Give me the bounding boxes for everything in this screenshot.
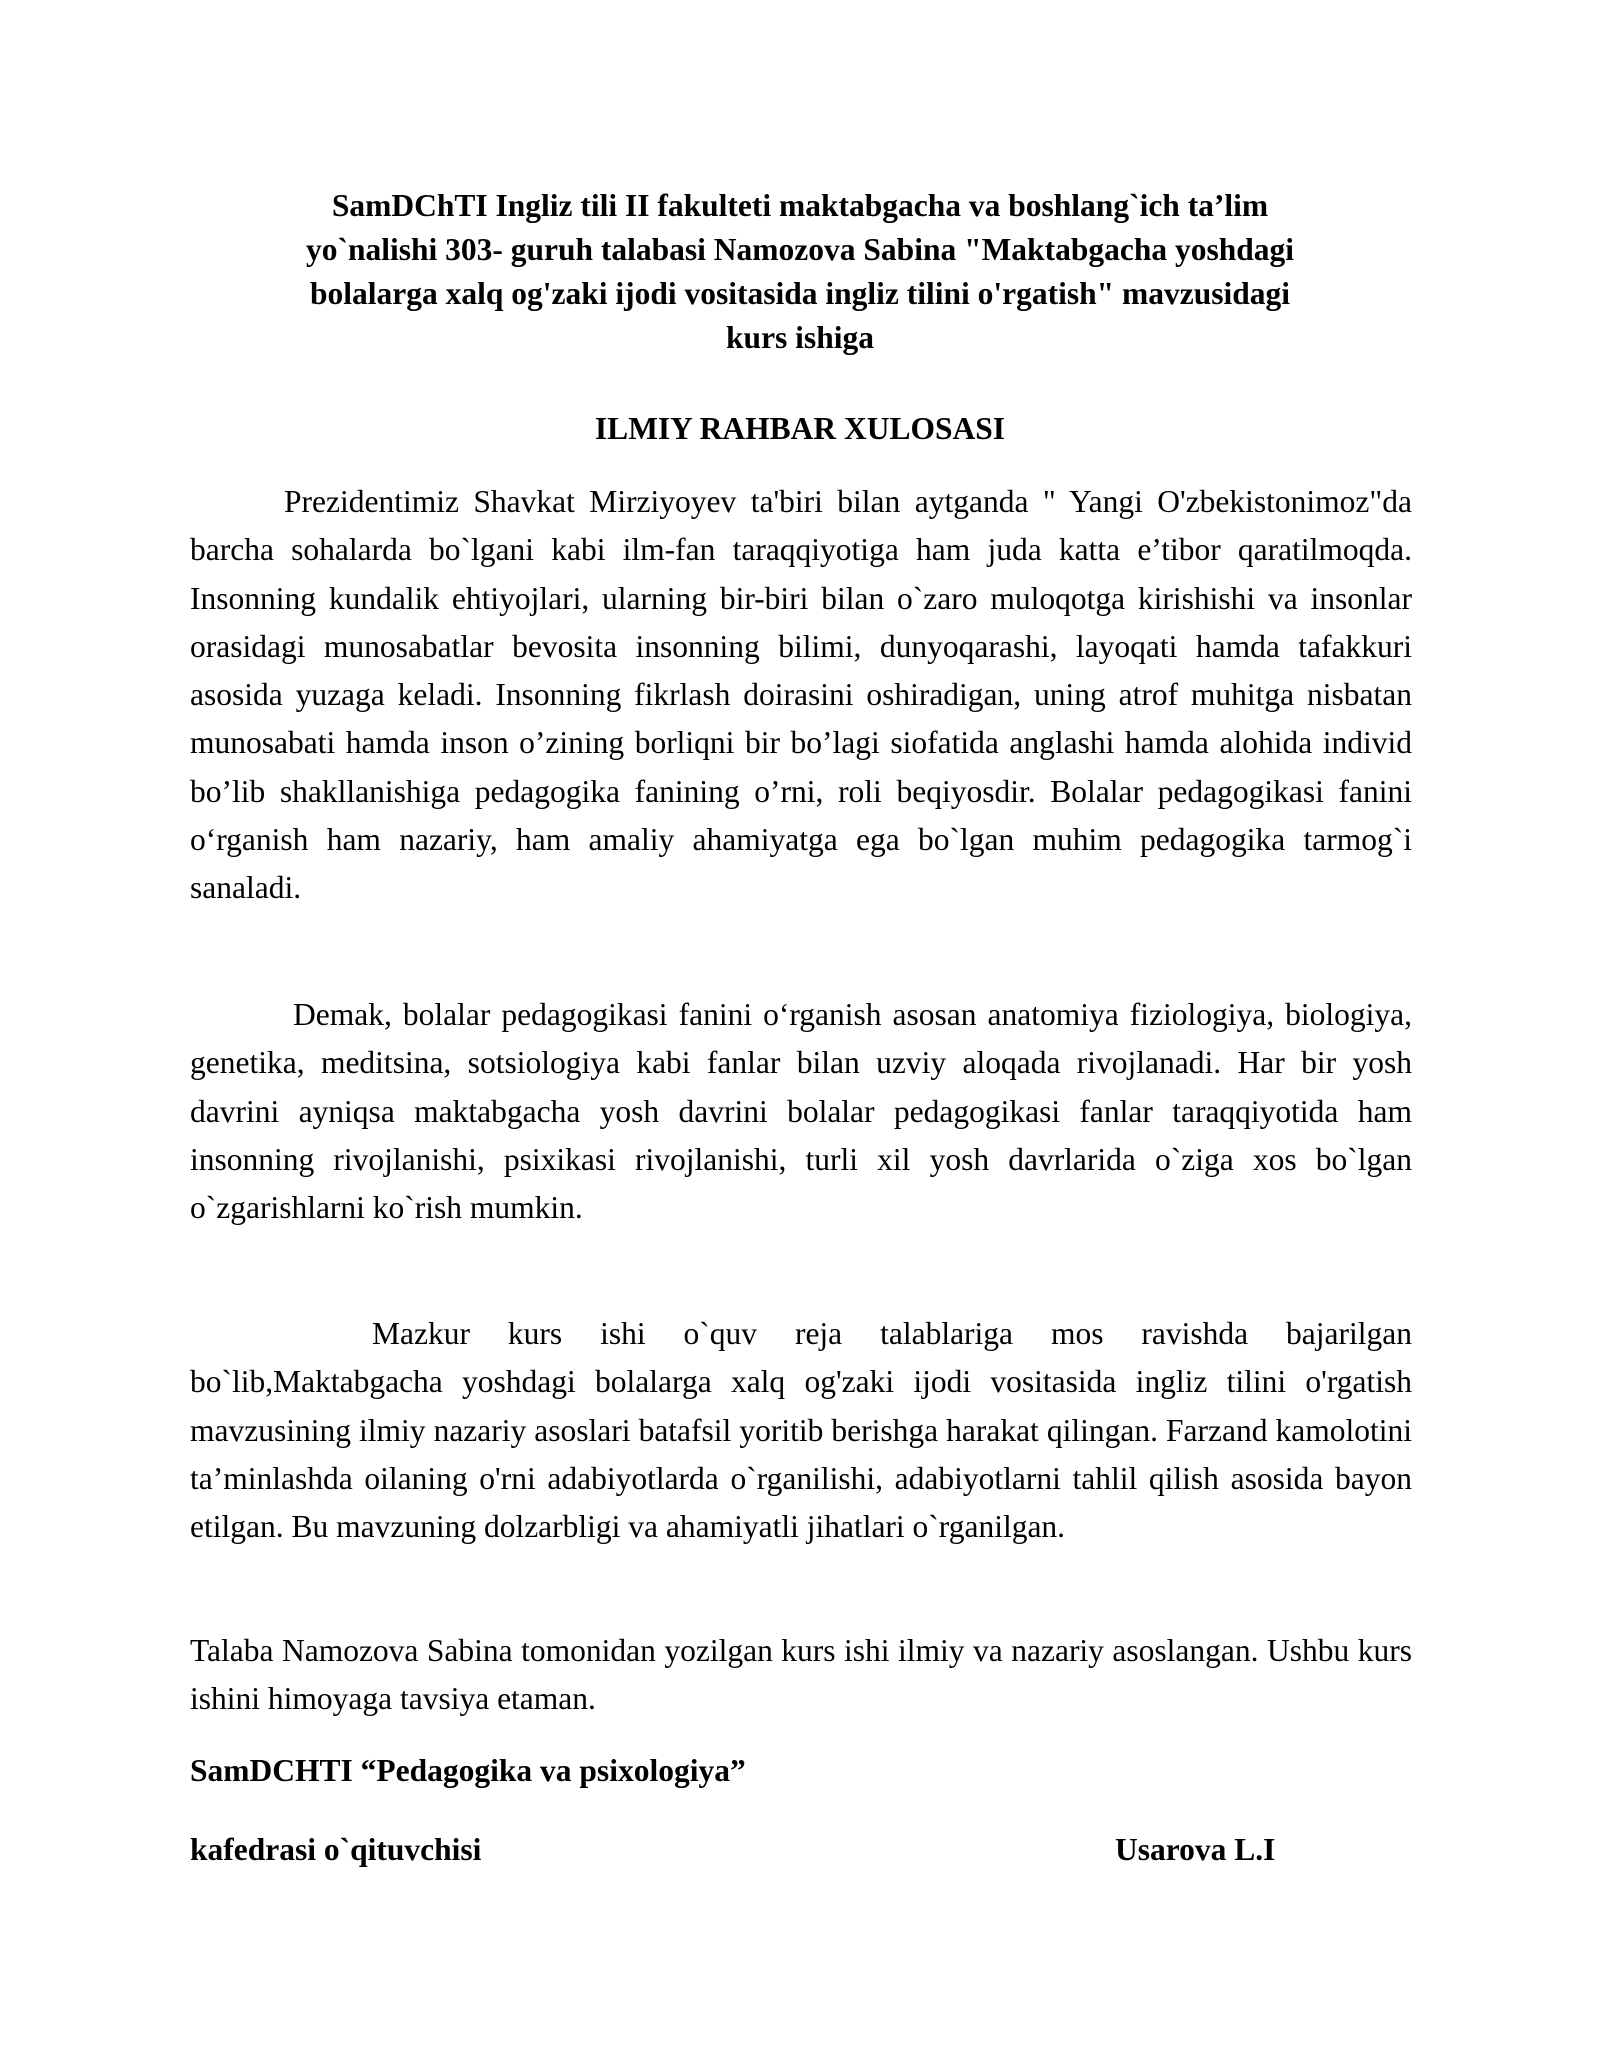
header-line: yo`nalishi 303- guruh talabasi Namozova Sabina "Maktabgacha yoshdagi (305, 232, 1295, 267)
body-paragraph: Talaba Namozova Sabina tomonidan yozilgan kurs ishi ilmiy va nazariy asoslangan. Ushbu kurs ishini himoyaga tavsiya etaman. (190, 1633, 1412, 1717)
signature-name: Usarova L.I (1115, 1832, 1276, 1867)
document-title: ILMIY RAHBAR XULOSASI (594, 411, 1006, 446)
body-paragraph: Demak, bolalar pedagogikasi fanini o‘rganish asosan anatomiya fiziologiya, biologiya, genetika, meditsina, sotsiologiya kabi fanlar bilan uzviy aloqada rivojlanadi. Har bir yosh davrini ayniqsa maktabgacha yosh davrini bolalar pedagogikasi fanlar taraqqiyotida ham insonning rivojlanishi, psixikasi rivojlanishi, turli xil yosh davrlarida o`ziga xos bo`lgan o`zgarishlarni ko`rish mumkin. (190, 997, 1412, 1226)
signature-institution: SamDCHTI “Pedagogika va psixologiya” (190, 1753, 746, 1788)
body-paragraph: Prezidentimiz Shavkat Mirziyoyev ta'biri bilan aytganda " Yangi O'zbekistonimoz"da barcha sohalarda bo`lgani kabi ilm-fan taraqqiyotiga ham juda katta e’tibor qaratilmoqda. Insonning kundalik ehtiyojlari, ularning bir-biri bilan o`zaro muloqotga kirishishi va insonlar orasidagi munosabatlar bevosita insonning bilimi, dunyoqarashi, layoqati hamda tafakkuri asosida yuzaga keladi. Insonning fikrlash doirasini oshiradigan, uning atrof muhitga nisbatan munosabati hamda inson o’zining borliqni bir bo’lagi siofatida anglashi hamda alohida individ bo’lib shakllanishiga pedagogika fanining o’rni, roli beqiyosdir. Bolalar pedagogikasi fanini o‘rganish ham nazariy, ham amaliy ahamiyatga ega bo`lgan muhim pedagogika tarmog`i sanaladi. (190, 484, 1412, 906)
header-line: kurs ishiga (726, 320, 874, 355)
signature-position: kafedrasi o`qituvchisi (190, 1832, 482, 1867)
body-paragraph: Mazkur kurs ishi o`quv reja talablariga mos ravishda bajarilgan bo`lib,Maktabgacha yoshdagi bolalarga xalq og'zaki ijodi vositasida ingliz tilini o'rgatish mavzusining ilmiy nazariy asoslari batafsil yoritib berishga harakat qilingan. Farzand kamolotini ta’minlashda oilaning o'rni adabiyotlarda o`rganilishi, adabiyotlarni tahlil qilish asosida bayon etilgan. Bu mavzuning dolzarbligi va ahamiyatli jihatlari o`rganilgan. (190, 1316, 1412, 1545)
document-header (215, 184, 1385, 360)
header-line: bolalarga xalq og'zaki ijodi vositasida ingliz tilini o'rgatish" mavzusidagi (309, 276, 1291, 311)
header-line: SamDChTI Ingliz tili II fakulteti maktabgacha va boshlang`ich ta’lim (331, 188, 1269, 223)
